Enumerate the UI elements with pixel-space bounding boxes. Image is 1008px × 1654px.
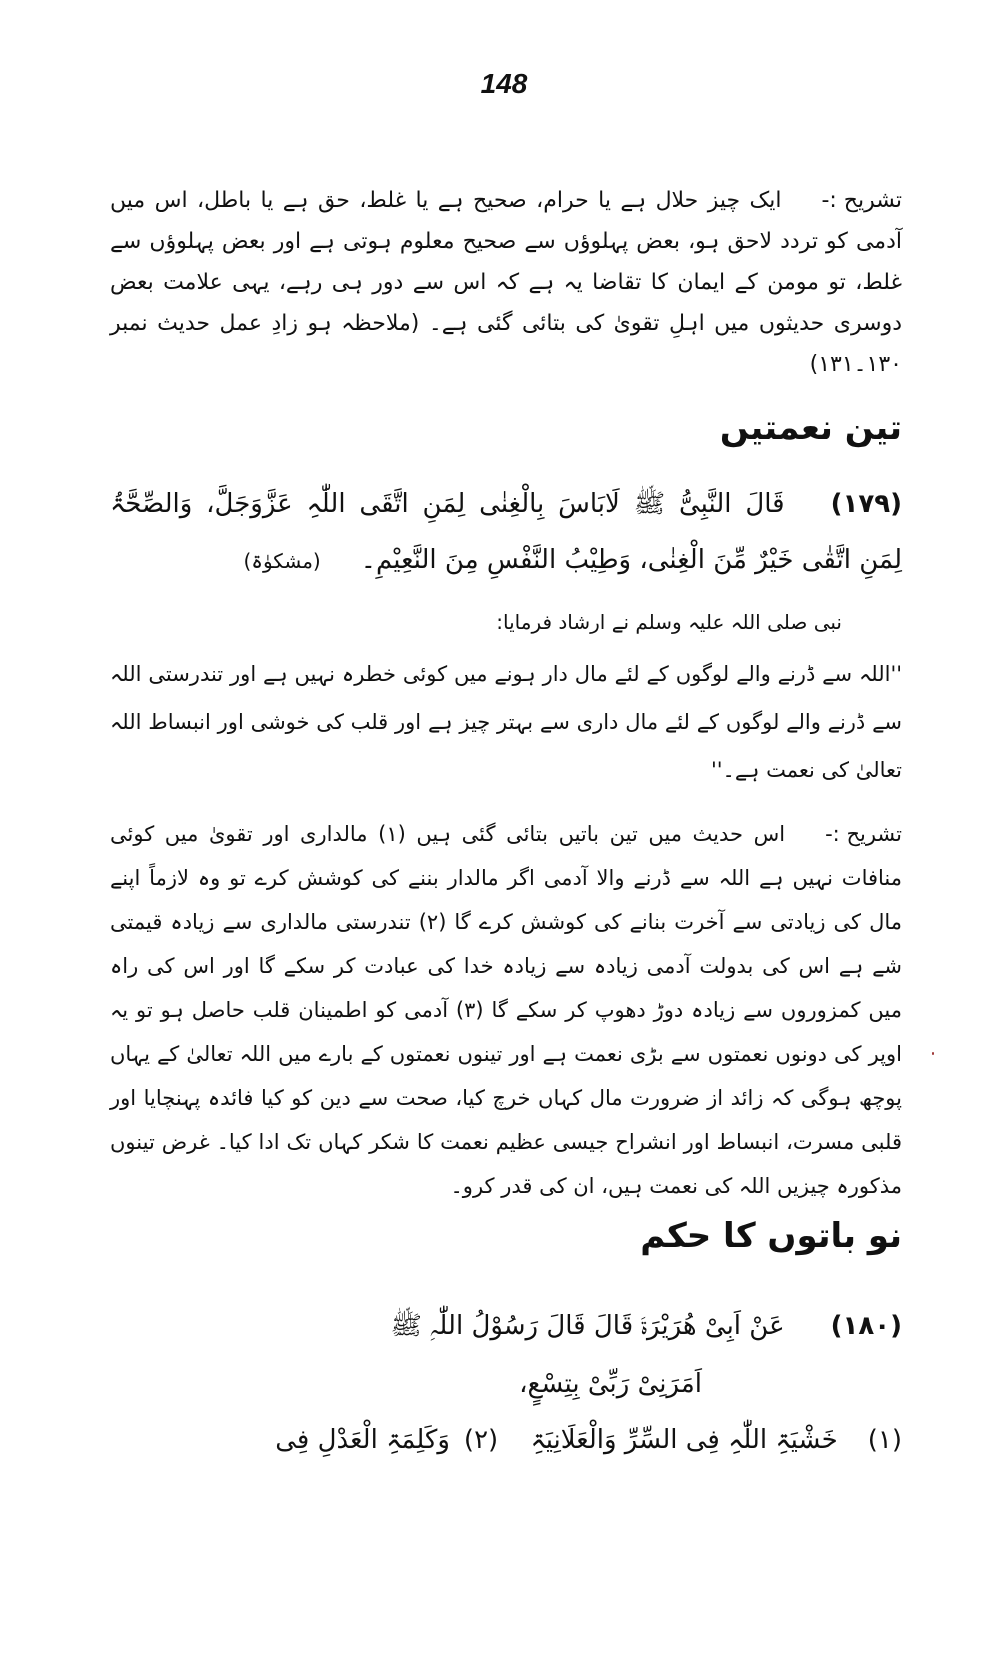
hadith-180-line-3 [110,1412,902,1468]
explanation-label-2: تشریح :- [825,822,903,846]
hadith-179-arabic [110,476,902,589]
explanation-paragraph-2 [110,812,902,1208]
hadith-180-line-1 [110,1298,902,1354]
page-number: 148 [480,68,528,99]
section-heading-three-blessings: تین نعمتیں [719,408,902,448]
item-1-text: خَشْیَۃِ اللّٰہِ فِی السِّرِّ وَالْعَلَانِیَۃِ [530,1425,838,1455]
item-2-text: وَکَلِمَۃِ الْعَدْلِ فِی [275,1425,450,1455]
hadith-179-text: قَالَ النَّبِیُّ ﷺ لَابَاسَ بِالْغِنٰی لِمَنِ اتَّقَی اللّٰہِ عَزَّوَجَلَّ، وَالصِّحَّۃُ لِمَنِ اتَّقٰی خَیْرٌ مِّنَ الْغِنٰی، وَطِیْبُ النَّفْسِ مِنَ النَّعِیْمِ۔ [110,489,902,575]
explanation-paragraph-1 [110,180,902,380]
hadith-180-chain: عَنْ اَبِیْ ھُرَیْرَۃَ قَالَ قَالَ رَسُوْلُ اللّٰہِ ﷺ [390,1311,785,1341]
hadith-179-translation: ''اللہ سے ڈرنے والے لوگوں کے لئے مال دار ہونے میں کوئی خطرہ نہیں ہے اور تندرستی اللہ سے ڈرنے والے لوگوں کے لئے مال داری سے بہتر چیز ہے اور قلب کی خوشی اور انبساط اللہ تعالیٰ کی نعمت ہے۔'' [110,662,902,782]
hadith-number-179: (۱۷۹) [830,489,902,519]
hadith-source: (مشکوٰۃ) [243,549,321,573]
hadith-number-180: (۱۸۰) [830,1311,902,1341]
explanation-text: ایک چیز حلال ہے یا حرام، صحیح ہے یا غلط، حق ہے یا باطل، اس میں آدمی کو تردد لاحق ہو، بعض پہلوؤں سے صحیح معلوم ہوتی ہے اور بعض پہلوؤں سے غلط، تو مومن کے ایمان کا تقاضا یہ ہے کہ اس سے دور ہی رہے، یہی علامت بعض دوسری حدیثوں میں اہلِ تقویٰ کی بتائی گئی ہے۔ (ملاحظہ ہو زادِ عمل حدیث نمبر ۱۳۰۔۱۳۱) [110,188,902,377]
hadith-180-line-2: اَمَرَنِیْ رَبِّیْ بِتِسْعٍ، [519,1369,702,1399]
hadith-179-intro: نبی صلی اللہ علیہ وسلم نے ارشاد فرمایا: [496,610,842,634]
explanation-text-2: اس حدیث میں تین باتیں بتائی گئی ہیں (۱) مالداری اور تقویٰ میں کوئی منافات نہیں ہے اللہ سے ڈرنے والا آدمی اگر مالدار بننے کی کوشش کرے تو وہ لازماً اپنے مال کی زیادتی سے آخرت بنانے کی کوشش کرے گا (۲) تندرستی مالداری سے زیادہ قیمتی شے ہے اس کی بدولت آدمی زیادہ سے زیادہ خدا کی عبادت کر سکے گا اور اس کی راہ میں کمزوروں سے زیادہ دوڑ دھوپ کر سکے گا (۳) آدمی کو اطمینان قلب حاصل ہو تو یہ اوپر کی دونوں نعمتوں سے بڑی نعمت ہے اور تینوں نعمتوں کے بارے میں اللہ تعالیٰ کے یہاں پوچھ ہوگی کہ زائد از ضرورت مال کہاں خرچ کیا، صحت سے دین کو کیا فائدہ پہنچایا اور قلبی مسرت، انبساط اور انشراح جیسی عظیم نعمت کا شکر کہاں تک ادا کیا۔ غرض تینوں مذکورہ چیزیں اللہ کی نعمت ہیں، ان کی قدر کرو۔ [110,822,902,1198]
margin-speck [932,1052,934,1055]
item-number-1: (۱) [867,1425,902,1455]
item-number-2: (۲) [463,1425,499,1455]
explanation-label: تشریح :- [821,188,902,213]
section-heading-nine-things: نو باتوں کا حکم [640,1216,902,1256]
